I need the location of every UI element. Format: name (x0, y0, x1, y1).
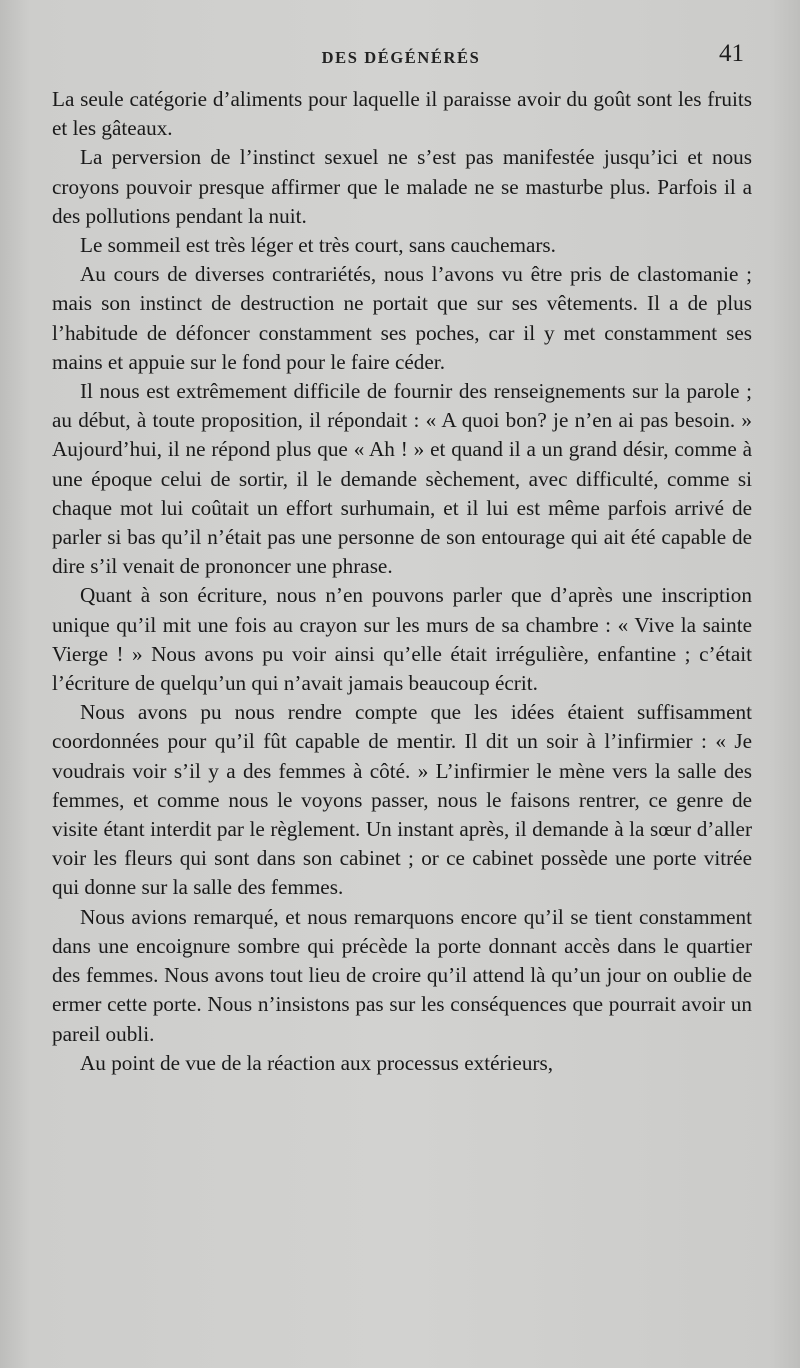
paragraph: Nous avons pu nous rendre compte que les idées étaient suffisamment coordonnées pour qu’il fût capable de mentir. Il dit un soir à l’infirmier : « Je voudrais voir s’il y a des femmes à côté. » L’infirmier le mène vers la salle des femmes, et comme nous le voyons passer, nous le faisons rentrer, ce genre de visite étant interdit par le règlement. Un instant après, il demande à la sœur d’aller voir les fleurs qui sont dans son cabinet ; or ce cabinet possède une porte vitrée qui donne sur la salle des femmes. (52, 700, 752, 900)
page-number: 41 (719, 40, 744, 67)
paragraph: La perversion de l’instinct sexuel ne s’est pas manifestée jusqu’ici et nous croyons pouvoir presque affirmer que le malade ne se masturbe plus. Parfois il a des pollutions pendant la nuit. (52, 145, 752, 228)
paragraph: La seule catégorie d’aliments pour laquelle il paraisse avoir du goût sont les fruits et les gâteaux. (52, 87, 752, 141)
paragraph: Quant à son écriture, nous n’en pouvons parler que d’après une inscription unique qu’il mit une fois au crayon sur les murs de sa chambre : « Vive la sainte Vierge ! » Nous avons pu voir ainsi qu’elle était irrégulière, enfantine ; c’était l’écriture de quelqu’un qui n’avait jamais beaucoup écrit. (52, 583, 752, 696)
body-text (52, 85, 752, 1078)
page-header (50, 38, 752, 78)
paragraph: Nous avions remarqué, et nous remarquons encore qu’il se tient constamment dans une encoignure sombre qui précède la porte donnant accès dans le quartier des femmes. Nous avons tout lieu de croire qu’il attend là qu’un jour on oublie de ermer cette porte. Nous n’insistons pas sur les conséquences que pourrait avoir un pareil oubli. (52, 904, 752, 1046)
paragraph: Le sommeil est très léger et très court, sans cauchemars. (80, 233, 556, 258)
paragraph: Au point de vue de la réaction aux processus extérieurs, (80, 1050, 554, 1075)
running-head: DES DÉGÉNÉRÉS (321, 48, 481, 67)
paragraph: Au cours de diverses contrariétés, nous l’avons vu être pris de clastomanie ; mais son instinct de destruction ne portait que sur ses vêtements. Il a de plus l’habitude de défoncer constamment ses poches, car il y met constamment ses mains et appuie sur le fond pour le faire céder. (52, 262, 752, 374)
paragraph: Il nous est extrêmement difficile de fournir des renseignements sur la parole ; au début, à toute proposition, il répondait : « A quoi bon? je n’en ai pas besoin. » Aujourd’hui, il ne répond plus que « Ah ! » et quand il a un grand désir, comme à une époque celui de sortir, il le demande sèchement, avec difficulté, comme si chaque mot lui coûtait un effort surhumain, et il lui est même parfois arrivé de parler si bas qu’il n’était pas une personne de son entourage qui ait été capable de dire s’il venait de prononcer une phrase. (52, 379, 752, 579)
